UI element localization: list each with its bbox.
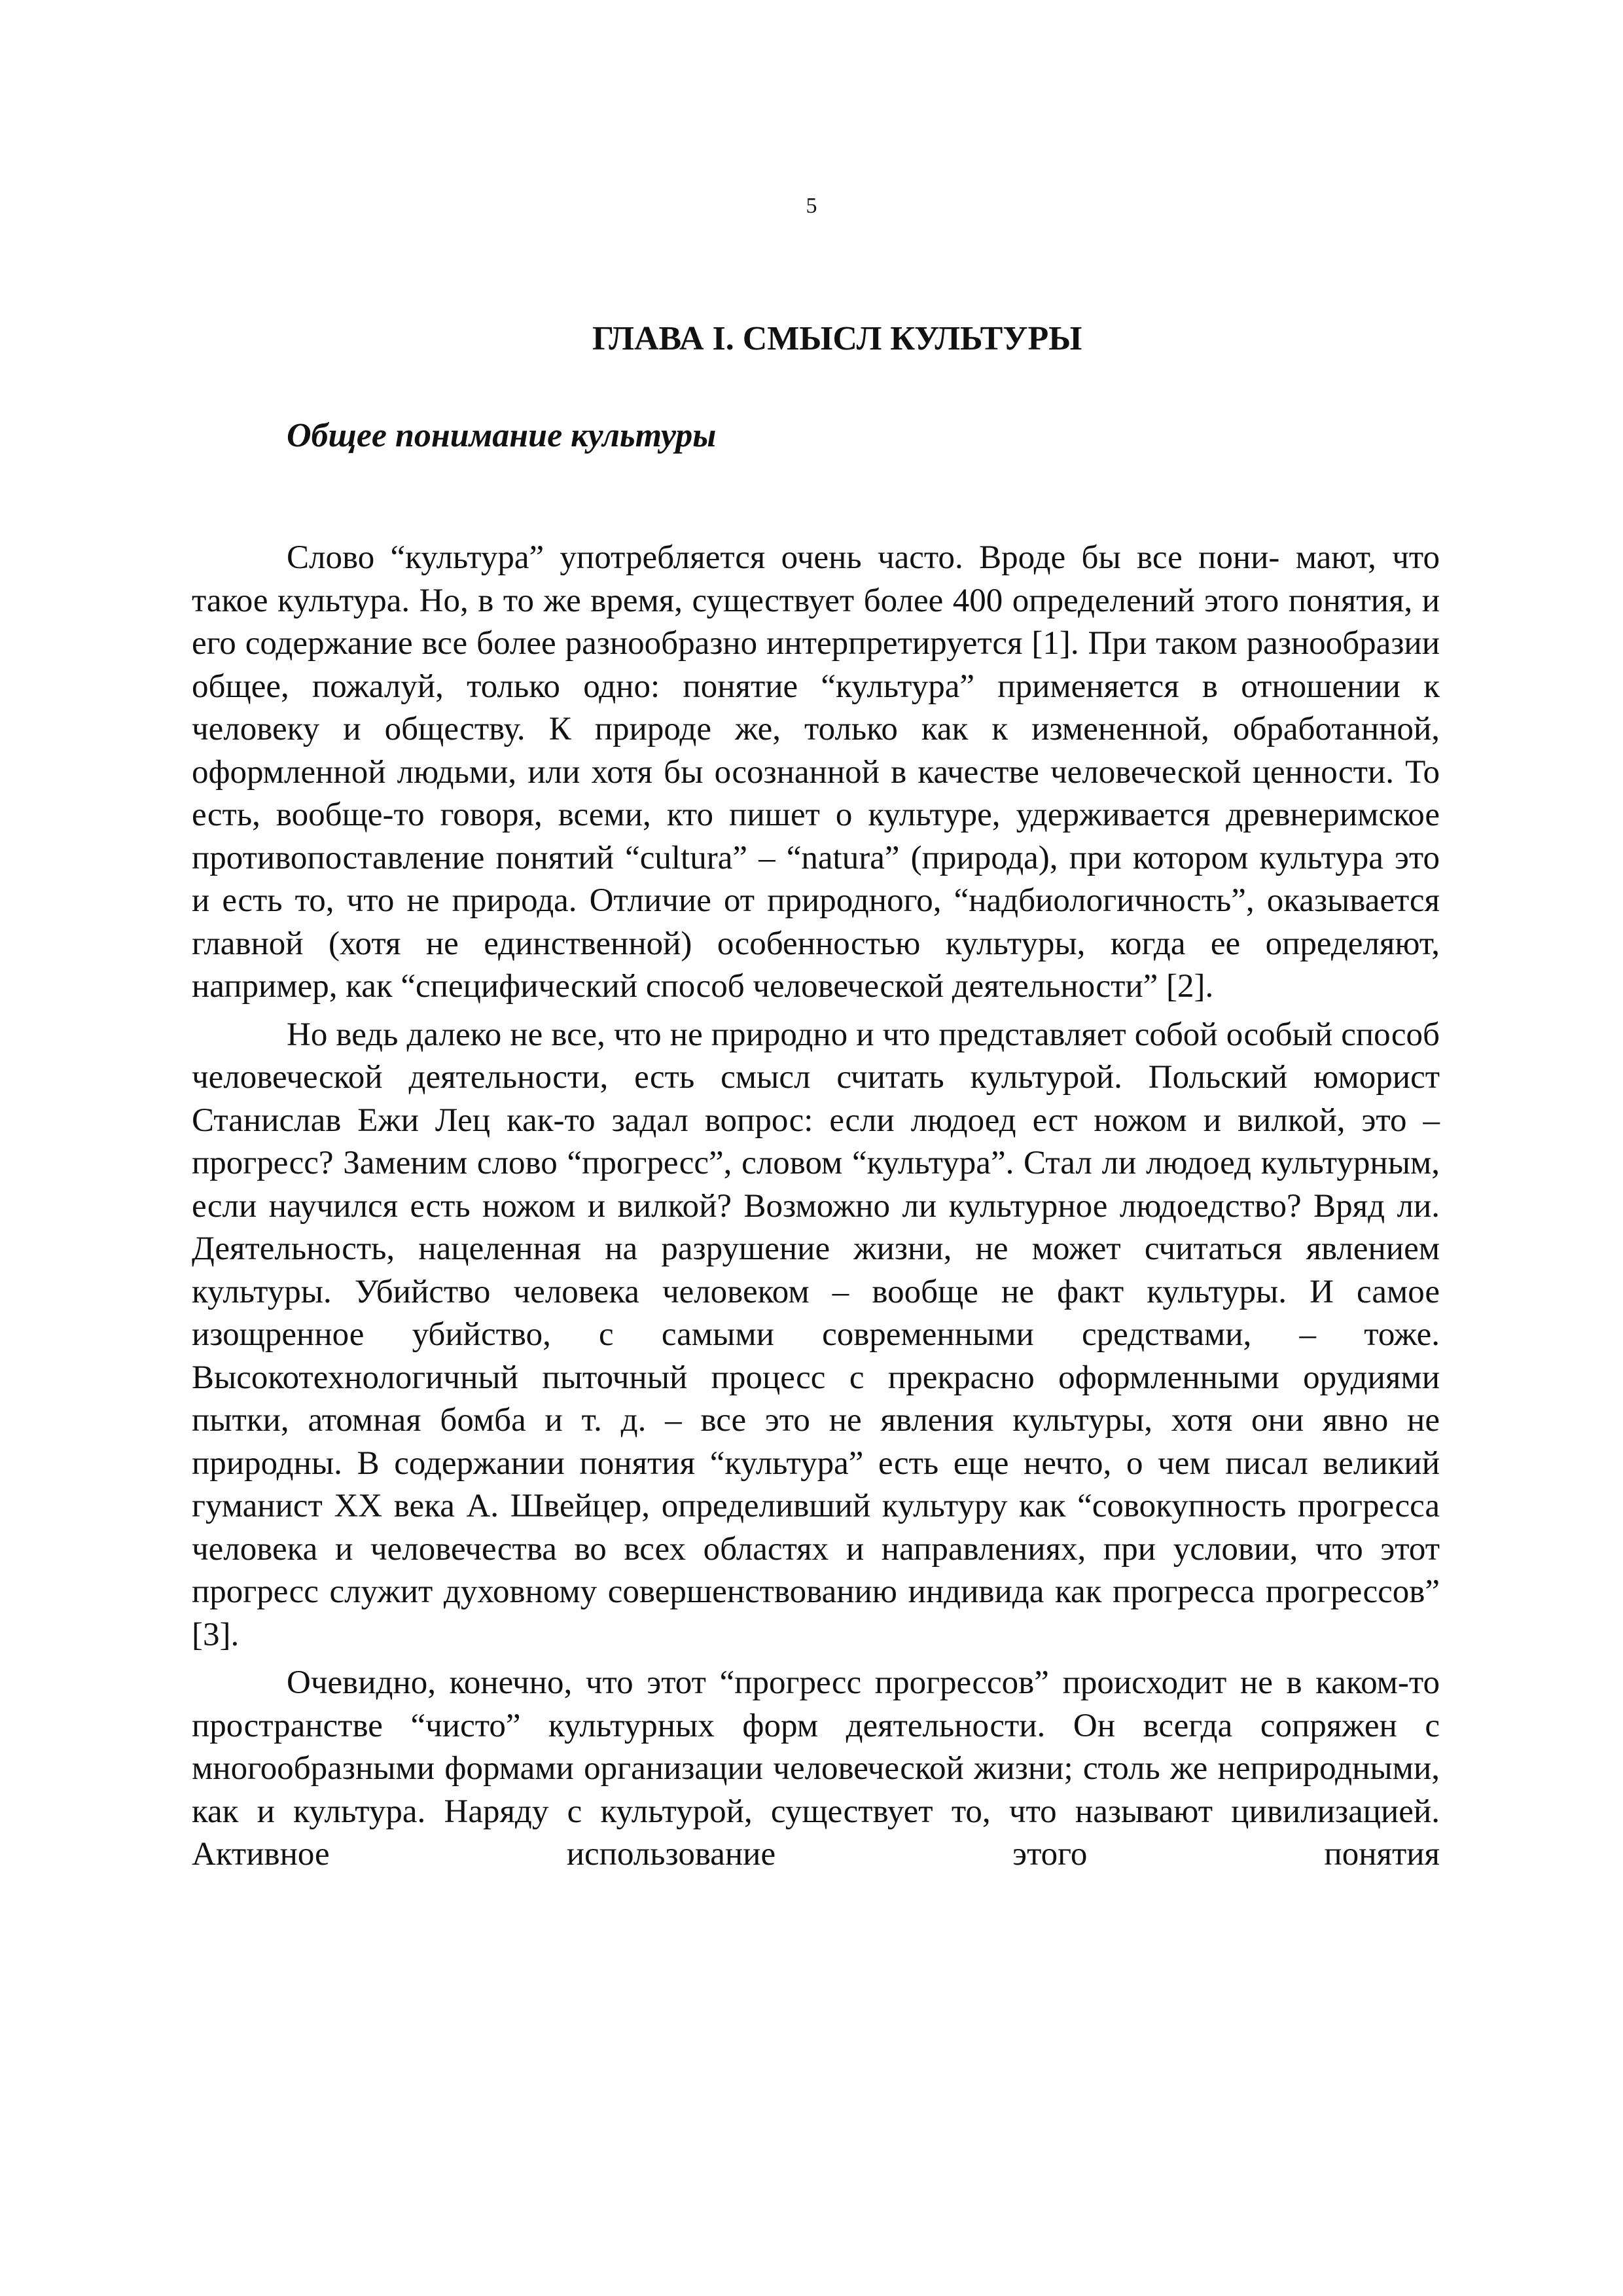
chapter-title: ГЛАВА I. СМЫСЛ КУЛЬТУРЫ xyxy=(592,320,1082,357)
paragraph-3: Очевидно, конечно, что этот “прогресс прогрессов” происходит не в каком-то пространстве “чисто” культурных форм деятельности. Он всегда сопряжен с многообразными формами организации человеческой жизни; столь же неприродными, как и культура. Наряду с культурой, существует то, что называют цивилизацией. Активное использование этого понятия xyxy=(192,1664,1440,1873)
page-number: 5 xyxy=(806,194,817,218)
paragraph-2: Но ведь далеко не все, что не природно и что представляет собой особый способ человеческой деятельности, есть смысл считать культурой. Польский юморист Станислав Ежи Лец как-то задал вопрос: если людоед ест ножом и вилкой, это – прогресс? Заменим слово “прогресс”, словом “культура”. Стал ли людоед культурным, если научился есть ножом и вилкой? Возможно ли культурное людоедство? Вряд ли. Деятельность, нацеленная на разрушение жизни, не может считаться явлением культуры. Убийство человека человеком – вообще не факт культуры. И самое изощренное убийство, с самыми современными средствами, – тоже. Высокотехнологичный пыточный процесс с прекрасно оформленными орудиями пытки, атомная бомба и т. д. – все это не явления культуры, хотя они явно не природны. В содержании понятия “культура” есть еще нечто, о чем писал великий гуманист XX века А. Швейцер, определивший культуру как “совокупность прогресса человека и человечества во всех областях и направлениях, при условии, что этот прогресс служит духовному совершенствованию индивида как прогресса прогрессов” [3]. xyxy=(192,1016,1440,1653)
paragraph-1: Слово “культура” употребляется очень часто. Вроде бы все пони- мают, что такое культура. Но, в то же время, существует более 400 определений этого понятия, и его содержание все более разнообразно интерпретируется [1]. При таком разнообразии общее, пожалуй, только одно: понятие “культура” применяется в отношении к человеку и обществу. К природе же, только как к измененной, обработанной, оформленной людьми, или хотя бы осознанной в качестве человеческой ценности. То есть, вообще-то говоря, всеми, кто пишет о культуре, удерживается древнеримское противопоставление понятий “cultura” – “natura” (природа), при котором культура это и есть то, что не природа. Отличие от природного, “надбиологичность”, оказывается главной (хотя не единственной) особенностью культуры, когда ее определяют, например, как “специфический способ человеческой деятельности” [2]. xyxy=(192,539,1440,1005)
section-title: Общее понимание культуры xyxy=(287,417,717,454)
body-text xyxy=(192,537,1440,1876)
